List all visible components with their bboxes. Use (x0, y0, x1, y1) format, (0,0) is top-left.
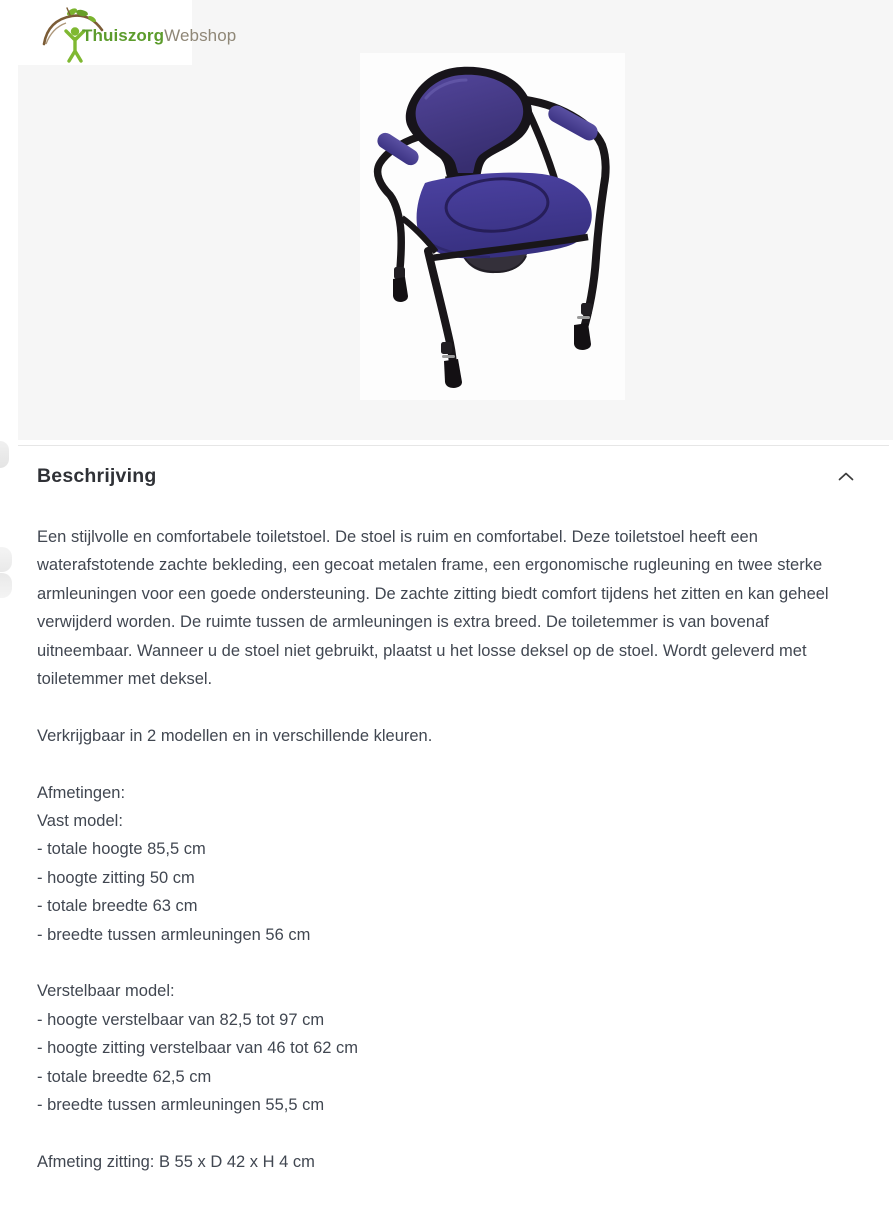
adjustable-model-item: - breedte tussen armleuningen 55,5 cm (37, 1096, 325, 1115)
adjustable-model-item: - totale breedte 62,5 cm (37, 1067, 212, 1086)
description-models-paragraph: Verkrijgbaar in 2 modellen en in verschillende kleuren. (37, 726, 433, 745)
product-image-section (18, 0, 893, 440)
fixed-model-item: - totale breedte 63 cm (37, 897, 198, 916)
left-edge-widget-peek-2[interactable] (0, 547, 12, 572)
logo-text (82, 0, 236, 65)
logo[interactable] (16, 0, 237, 65)
chevron-up-icon[interactable] (838, 472, 854, 481)
fixed-model-item: - breedte tussen armleuningen 56 cm (37, 925, 311, 944)
logo-text-secondary: Webshop (164, 26, 237, 45)
left-edge-widget-peek[interactable] (0, 441, 9, 468)
section-divider (18, 445, 889, 446)
fixed-model-label: Vast model: (37, 812, 123, 831)
fixed-model-item: - totale hoogte 85,5 cm (37, 840, 206, 859)
adjustable-model-item: - hoogte verstelbaar van 82,5 tot 97 cm (37, 1010, 325, 1029)
description-title: Beschrijving (37, 464, 157, 487)
adjustable-model-item: - hoogte zitting verstelbaar van 46 tot 62 cm (37, 1039, 359, 1058)
left-edge-widget-peek-3[interactable] (0, 573, 12, 598)
logo-text-primary: Thuiszorg (82, 26, 165, 45)
description-body (37, 523, 857, 1176)
description-section-header[interactable] (37, 462, 857, 490)
product-image[interactable] (360, 53, 625, 400)
fixed-model-item: - hoogte zitting 50 cm (37, 868, 195, 887)
adjustable-model-label: Verstelbaar model: (37, 982, 175, 1001)
commode-chair-image (360, 53, 625, 400)
seat-dimensions: Afmeting zitting: B 55 x D 42 x H 4 cm (37, 1152, 315, 1171)
dimensions-label: Afmetingen: (37, 783, 126, 802)
description-intro-paragraph: Een stijlvolle en comfortabele toiletstoel. De stoel is ruim en comfortabel. Deze toiletstoel heeft een waterafstotende zachte bekleding, een gecoat metalen frame, een ergonomische rugleuning en twee sterke armleuningen voor een goede ondersteuning. De zachte zitting biedt comfort tijdens het zitten en kan geheel verwijderd worden. De ruimte tussen de armleuningen is extra breed. De toiletemmer is van bovenaf uitneembaar. Wanneer u de stoel niet gebruikt, plaatst u het losse deksel op de stoel. Wordt geleverd met toiletemmer met deksel. (37, 528, 829, 689)
